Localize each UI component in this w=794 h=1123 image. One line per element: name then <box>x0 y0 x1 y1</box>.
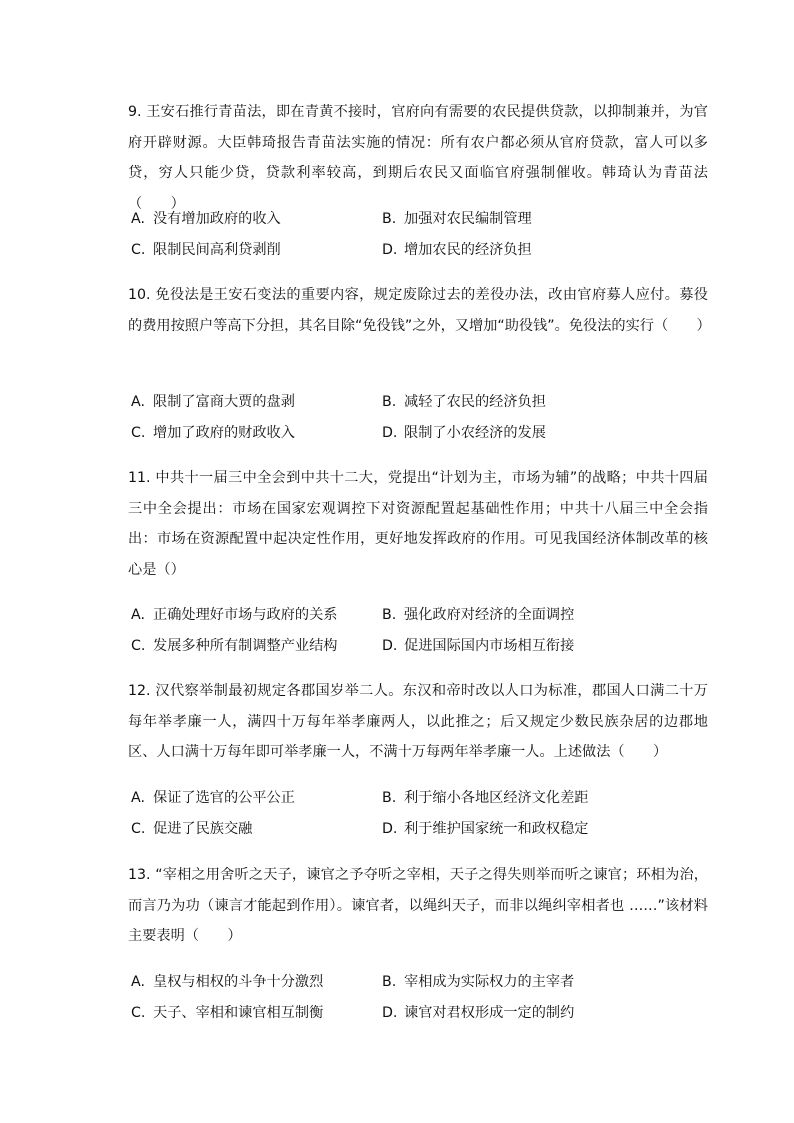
option-letter: B. <box>382 394 397 410</box>
option-text: 增加了政府的财政收入 <box>153 424 295 441</box>
options-row <box>128 631 708 662</box>
options-list <box>128 387 708 448</box>
options-list <box>128 600 708 661</box>
option-letter: C. <box>131 820 146 837</box>
option-d <box>382 998 574 1029</box>
option-b <box>382 600 574 631</box>
question-11 <box>128 463 708 654</box>
option-c <box>131 814 252 845</box>
options-list <box>128 204 708 265</box>
option-b <box>382 387 546 418</box>
option-text: 发展多种所有制调整产业结构 <box>153 637 338 654</box>
option-c <box>131 418 295 449</box>
option-text: 利于缩小各地区经济文化差距 <box>404 790 589 806</box>
option-a <box>131 600 337 631</box>
option-text: 宰相成为实际权力的主宰者 <box>404 974 575 990</box>
options-row <box>128 387 708 418</box>
option-text: 促进国际国内市场相互衔接 <box>404 637 575 654</box>
option-text: 增加农民的经济负担 <box>404 241 532 258</box>
option-text: 加强对农民编制管理 <box>404 211 532 227</box>
option-letter: A. <box>131 211 145 227</box>
option-text: 皇权与相权的斗争十分激烈 <box>153 974 324 990</box>
options-list <box>128 783 708 844</box>
option-b <box>382 204 532 235</box>
option-text: 保证了选官的公平公正 <box>153 790 295 806</box>
option-letter: B. <box>382 790 397 806</box>
options-row <box>128 204 708 235</box>
option-letter: C. <box>131 424 146 441</box>
option-d <box>382 418 546 449</box>
options-row <box>128 814 708 845</box>
option-a <box>131 783 295 814</box>
option-d <box>382 631 574 662</box>
options-row <box>128 998 708 1029</box>
option-letter: B. <box>382 974 397 990</box>
option-text: 利于维护国家统一和政权稳定 <box>404 820 589 837</box>
options-row <box>128 235 708 266</box>
option-a <box>131 967 323 998</box>
question-stem: 11. 中共十一届三中全会到中共十二大，党提出“计划为主，市场为辅”的战略；中共十四届三中全会提出：市场在国家宏观调控下对资源配置起基础性作用；中共十八届三中全会指出：市场在资源配置中起决定性作用，更好地发挥政府的作用。可见我国经济体制改革的核心是（） <box>128 470 708 578</box>
option-c <box>131 631 337 662</box>
option-letter: D. <box>382 241 398 258</box>
option-letter: C. <box>131 637 146 654</box>
option-letter: D. <box>382 637 398 654</box>
question-stem: 9. 王安石推行青苗法，即在青黄不接时，官府向有需要的农民提供贷款，以抑制兼并，为官府开辟财源。大臣韩琦报告青苗法实施的情况：所有农户都必须从官府贷款，富人可以多贷，穷人只能少贷，贷款利率较高，到期后农民又面临官府强制催收。韩琦认为青苗法（ ） <box>128 104 708 212</box>
option-text: 谏官对君权形成一定的制约 <box>404 1004 575 1021</box>
question-12 <box>128 676 708 837</box>
option-letter: D. <box>382 1004 398 1021</box>
option-c <box>131 998 323 1029</box>
option-text: 没有增加政府的收入 <box>153 211 281 227</box>
option-d <box>382 235 532 266</box>
option-letter: A. <box>131 607 145 623</box>
options-row <box>128 600 708 631</box>
question-stem: 12. 汉代察举制最初规定各郡国岁举二人。东汉和帝时改以人口为标准，郡国人口满二十万每年举孝廉一人，满四十万每年举孝廉两人，以此推之；后又规定少数民族杂居的边郡地区、人口满十万每年即可举孝廉一人，不满十万每两年举孝廉一人。上述做法（ ） <box>128 683 708 760</box>
question-10 <box>128 280 711 441</box>
options-row <box>128 783 708 814</box>
option-text: 限制了富商大贾的盘剥 <box>153 394 295 410</box>
option-letter: B. <box>382 607 397 623</box>
question-9 <box>128 97 708 258</box>
option-letter: C. <box>131 241 146 258</box>
option-letter: B. <box>382 211 397 227</box>
option-text: 强化政府对经济的全面调控 <box>404 607 575 623</box>
option-d <box>382 814 588 845</box>
option-letter: D. <box>382 424 398 441</box>
option-text: 天子、宰相和谏官相互制衡 <box>153 1004 324 1021</box>
option-text: 限制了小农经济的发展 <box>404 424 546 441</box>
option-text: 限制民间高利贷剥削 <box>153 241 281 258</box>
option-c <box>131 235 281 266</box>
options-list <box>128 967 708 1028</box>
question-stem: 13. “宰相之用舍听之天子，谏官之予夺听之宰相，天子之得失则举而听之谏官；环相为治，而言乃为功（谏言才能起到作用）。谏官者，以绳纠天子，而非以绳纠宰相者也 ……”该材料主要表明（ ） <box>128 867 708 944</box>
option-text: 减轻了农民的经济负担 <box>404 394 546 410</box>
option-letter: A. <box>131 974 145 990</box>
options-row <box>128 418 708 449</box>
options-row <box>128 967 708 998</box>
question-13 <box>128 860 708 1021</box>
option-b <box>382 783 588 814</box>
option-letter: A. <box>131 790 145 806</box>
option-letter: A. <box>131 394 145 410</box>
option-a <box>131 387 295 418</box>
option-letter: D. <box>382 820 398 837</box>
option-b <box>382 967 574 998</box>
question-stem: 10. 免役法是王安石变法的重要内容，规定废除过去的差役办法，改由官府募人应付。募役的费用按照户等高下分担，其名目除“免役钱”之外，又增加“助役钱”。免役法的实行（ ） <box>128 287 711 334</box>
option-text: 促进了民族交融 <box>153 820 253 837</box>
option-text: 正确处理好市场与政府的关系 <box>153 607 338 623</box>
option-letter: C. <box>131 1004 146 1021</box>
option-a <box>131 204 281 235</box>
